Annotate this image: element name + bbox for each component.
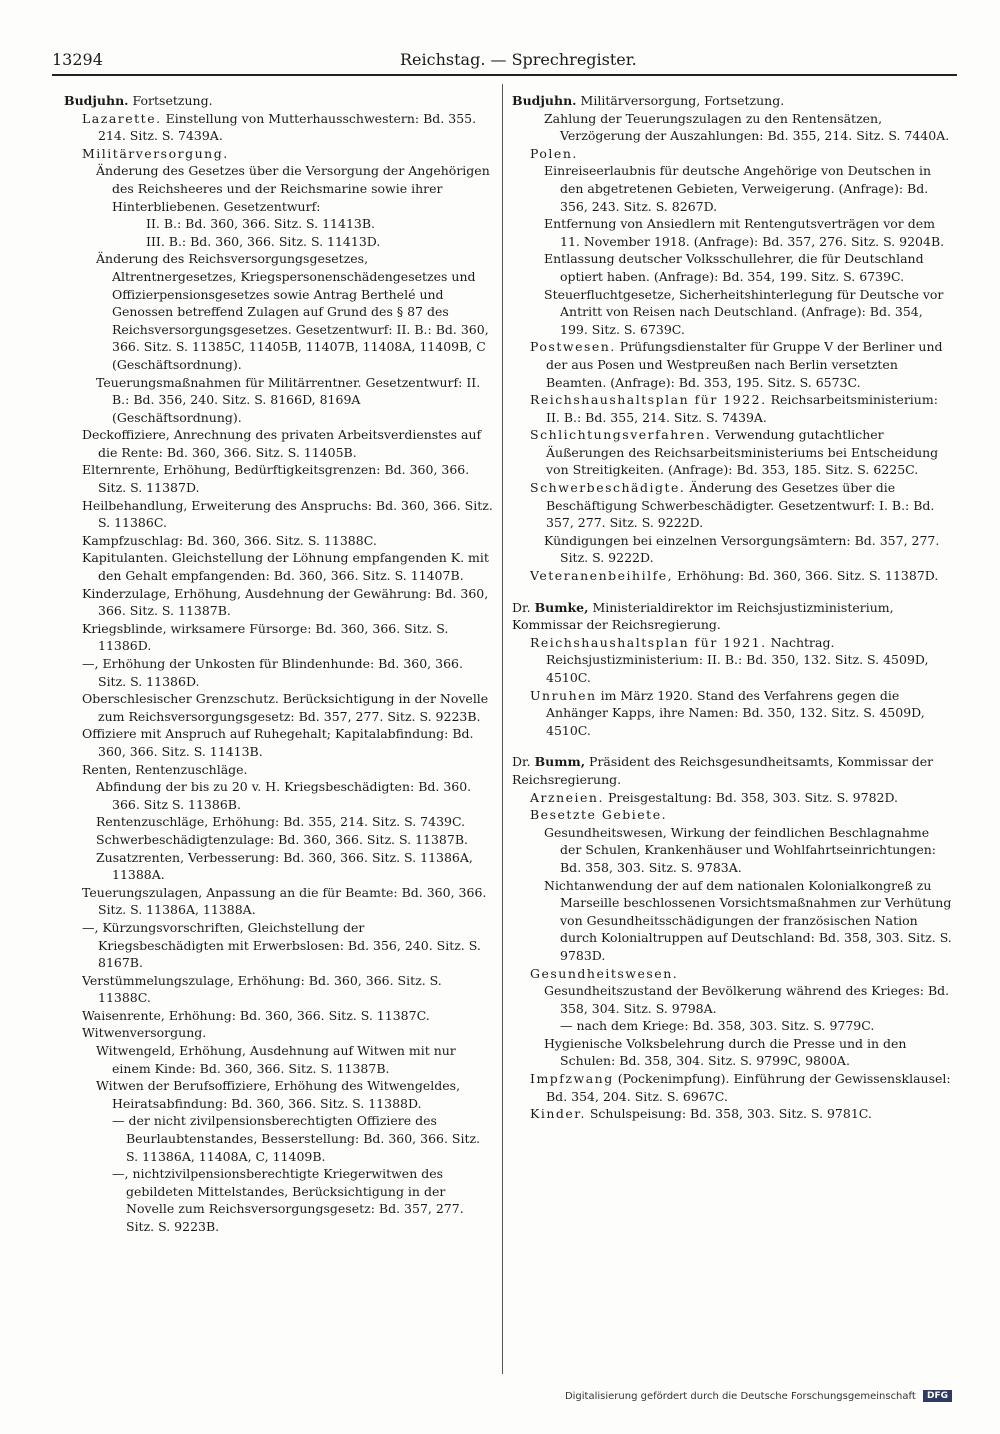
index-entry [64,725,494,760]
entry-text: Kinderzulage, Erhöhung, Ausdehnung der Gewährung: Bd. 360, 366. Sitz. S. 11387B. [82,585,489,619]
entry-text: Kampfzuschlag: Bd. 360, 366. Sitz. S. 11388C. [82,532,377,548]
index-entry [64,1165,494,1235]
index-entry [64,620,494,655]
index-column-left [64,92,494,1236]
index-heading: Gesundheitswesen. [530,965,679,981]
index-entry [64,1077,494,1112]
speaker-entry [64,92,494,110]
index-entry [512,965,952,983]
entry-text: Verstümmelungszulage, Erhöhung: Bd. 360, 366. Sitz. S. 11388C. [82,972,442,1006]
entry-text: Änderung des Gesetzes über die Beschäftigung Schwerbeschädigter. Gesetzentwurf: I. B.: Bd. 357, 277. Sitz. S. 9222D. [546,480,935,531]
entry-text: Schwerbeschädigtenzulage: Bd. 360, 366. Sitz. S. 11387B. [96,831,468,847]
entry-text: Ministerialdirektor im Reichsjustizministerium, Kommissar der Reichsregierung. [512,599,894,633]
speaker-name: Budjuhn. [64,93,129,108]
index-entry [512,426,952,479]
entry-text: Prüfungsdienstalter für Gruppe V der Berliner und der aus Posen und Westpreußen nach Berlin versetzten Beamten. (Anfrage): Bd. 353, 195. Sitz. S. 6573C. [546,339,943,390]
index-entry [64,374,494,427]
entry-text: Rentenzuschläge, Erhöhung: Bd. 355, 214. Sitz. S. 7439C. [96,814,466,830]
entry-text: Oberschlesischer Grenzschutz. Berücksichtigung in der Novelle zum Reichsversorgungsgesetz: Bd. 357, 277. Sitz. S. 9223B. [82,691,489,724]
index-entry [512,145,952,163]
index-entry [64,831,494,849]
speaker-entry [512,92,952,110]
header-rule [52,74,957,76]
entry-text: Gesundheitszustand der Bevölkerung während des Krieges: Bd. 358, 304. Sitz. S. 9798A. [544,983,950,1016]
index-heading: Militärversorgung. [82,145,229,161]
entry-text: Preisgestaltung: Bd. 358, 303. Sitz. S. 9782D. [607,789,899,805]
index-heading: Impfzwang [530,1071,614,1087]
speaker-name: Budjuhn. [512,93,577,108]
running-title: Reichstag. — Sprechregister. [400,50,637,69]
index-entry [64,250,494,373]
index-entry [64,145,494,163]
index-entry [64,110,494,145]
index-entry [64,1042,494,1077]
entry-text: Nachtrag. Reichsjustizministerium: II. B.: Bd. 350, 132. Sitz. S. 4509D, 4510C. [546,634,929,685]
index-heading: Besetzte Gebiete. [530,807,668,823]
entry-text: Renten, Rentenzuschläge. [82,761,248,777]
entry-text: Präsident des Reichsgesundheitsamts, Kommissar der Reichsregierung. [512,754,934,787]
index-entry [512,634,952,687]
index-entry [64,919,494,972]
index-entry [512,982,952,1017]
entry-text: (Pockenimpfung). Einführung der Gewissensklausel: Bd. 354, 204. Sitz. S. 6967C. [546,1071,951,1104]
entry-text: Zahlung der Teuerungszulagen zu den Rentensätzen, Verzögerung der Auszahlungen: Bd. 355, 214. Sitz. S. 7440A. [544,110,950,144]
index-entry [512,877,952,965]
entry-text: Witwenversorgung. [82,1025,207,1041]
index-entry [512,687,952,740]
entry-text: Entlassung deutscher Volksschullehrer, die für Deutschland optiert haben. (Anfrage): Bd. 354, 199. Sitz. S. 6739C. [544,251,924,284]
entry-text: Abfindung der bis zu 20 v. H. Kriegsbeschädigten: Bd. 360. 366. Sitz S. 11386B. [96,779,472,812]
entry-text: Deckoffiziere, Anrechnung des privaten Arbeitsverdienstes auf die Rente: Bd. 360, 366. Sitz. S. 11405B. [82,427,482,460]
index-heading: Postwesen. [530,339,616,355]
entry-text: im März 1920. Stand des Verfahrens gegen die Anhänger Kapps, ihre Namen: Bd. 350, 132. Sitz. S. 4509D, 4510C. [546,687,925,738]
index-entry [512,1070,952,1105]
index-heading: Reichshaushaltsplan für 1922. [530,392,767,408]
index-entry [64,849,494,884]
index-entry [512,391,952,426]
index-heading: Polen. [530,145,578,161]
entry-text: —, Kürzungsvorschriften, Gleichstellung der Kriegsbeschädigten mit Erwerbslosen: Bd. 356, 240. Sitz. S. 8167B. [82,919,481,971]
index-entry [64,215,494,233]
entry-text: Militärversorgung, Fortsetzung. [580,93,785,108]
index-entry [512,824,952,877]
index-entry [512,1017,952,1035]
speaker-title: Dr. [512,599,531,615]
speaker-entry [512,753,952,788]
entry-text: Nichtanwendung der auf dem nationalen Kolonialkongreß zu Marseille beschlossenen Vorsichtsmaßnahmen zur Verhütung von Gesundheitsschädigungen der französischen Nation durch Kolonialtruppen auf Deutschland: Bd. 358, 303. Sitz. S. 9783D. [544,877,952,963]
index-entry [64,585,494,620]
entry-text: — nach dem Kriege: Bd. 358, 303. Sitz. S. 9779C. [560,1018,875,1034]
entry-text: Kriegsblinde, wirksamere Fürsorge: Bd. 360, 366. Sitz. S. 11386D. [82,620,449,654]
entry-text: Teuerungsmaßnahmen für Militärrentner. Gesetzentwurf: II. B.: Bd. 356, 240. Sitz. S. 8166D, 8169A (Geschäftsordnung). [96,374,481,425]
entry-text: —, Erhöhung der Unkosten für Blindenhunde: Bd. 360, 366. Sitz. S. 11386D. [82,656,463,689]
column-divider [502,84,503,1374]
entry-text: Fortsetzung. [132,93,213,108]
index-entry [64,497,494,532]
index-entry [512,215,952,250]
index-entry [512,110,952,145]
entry-text: Offiziere mit Anspruch auf Ruhegehalt; Kapitalabfindung: Bd. 360, 366. Sitz. S. 11413B. [82,726,474,759]
index-entry [64,972,494,1007]
index-entry [64,461,494,496]
entry-text: Zusatzrenten, Verbesserung: Bd. 360, 366. Sitz. S. 11386A, 11388A. [96,849,473,883]
index-entry [512,789,952,807]
index-entry [512,1105,952,1123]
index-entry [64,233,494,251]
index-entry [64,690,494,725]
index-heading: Schwerbeschädigte. [530,480,686,496]
entry-text: — der nicht zivilpensionsberechtigten Offiziere des Beurlaubtenstandes, Besserstellung: Bd. 360, 366. Sitz. S. 11386A, 11408A, C, 11409B. [112,1113,481,1164]
entry-text: Witwengeld, Erhöhung, Ausdehnung auf Witwen mit nur einem Kinde: Bd. 360, 366. Sitz. S. 11387B. [96,1043,456,1076]
index-entry [64,1112,494,1165]
index-heading: Arzneien. [530,789,604,805]
entry-text: Steuerfluchtgesetze, Sicherheitshinterlegung für Deutsche vor Antritt von Reisen nach Deutschland. (Anfrage): Bd. 354, 199. Sitz. S. 6739C. [544,286,944,337]
index-entry [64,549,494,584]
entry-text: Elternrente, Erhöhung, Bedürftigkeitsgrenzen: Bd. 360, 366. Sitz. S. 11387D. [82,462,470,496]
entry-text: Gesundheitswesen, Wirkung der feindlichen Beschlagnahme der Schulen, Krankenhäuser und Wohlfahrtseinrichtungen: Bd. 358, 303. Sitz. S. 9783A. [544,824,937,875]
index-entry [512,1035,952,1070]
index-entry [512,806,952,824]
index-entry [512,479,952,532]
speaker-entry [512,599,952,634]
index-entry [512,338,952,391]
entry-text: Kapitulanten. Gleichstellung der Löhnung empfangenden K. mit den Gehalt empfangenden: Bd. 360, 366. Sitz. S. 11407B. [82,550,489,584]
speaker-name: Bumke, [534,599,589,615]
index-entry [64,532,494,550]
entry-text: Erhöhung: Bd. 360, 366. Sitz. S. 11387D. [677,568,939,584]
index-heading: Reichshaushaltsplan für 1921. [530,634,767,650]
index-heading: Schlichtungsverfahren. [530,427,712,443]
entry-text: Hygienische Volksbelehrung durch die Presse und in den Schulen: Bd. 358, 304. Sitz. S. 9799C, 9800A. [544,1035,907,1069]
speaker-title: Dr. [512,754,531,770]
entry-text: Teuerungszulagen, Anpassung an die für Beamte: Bd. 360, 366. Sitz. S. 11386A, 11388A. [82,884,487,918]
index-entry [512,532,952,567]
entry-text: Schulspeisung: Bd. 358, 303. Sitz. S. 9781C. [589,1106,872,1122]
index-entry [64,884,494,919]
entry-text: Verwendung gutachtlicher Äußerungen des Reichsarbeitsministeriums bei Entscheidung von Streitigkeiten. (Anfrage): Bd. 353, 185. Sitz. S. 6225C. [546,427,939,478]
entry-text: II. B.: Bd. 360, 366. Sitz. S. 11413B. [146,216,376,232]
index-column-right [512,92,952,1123]
entry-text: Reichsarbeitsministerium: II. B.: Bd. 355, 214. Sitz. S. 7439A. [546,392,938,425]
index-heading: Lazarette. [82,110,162,126]
index-entry [512,162,952,215]
index-entry [512,567,952,585]
page-number: 13294 [52,50,103,69]
index-entry [64,761,494,779]
entry-text: Waisenrente, Erhöhung: Bd. 360, 366. Sitz. S. 11387C. [82,1007,430,1023]
index-entry [64,778,494,813]
entry-text: Änderung des Gesetzes über die Versorgung der Angehörigen des Reichsheeres und der Reichsmarine sowie ihrer Hinterbliebenen. Gesetzentwurf: [96,163,490,214]
speaker-name: Bumm, [534,754,586,770]
entry-text: Witwen der Berufsoffiziere, Erhöhung des Witwengeldes, Heiratsabfindung: Bd. 360, 366. Sitz. S. 11388D. [96,1078,461,1111]
index-entry [512,250,952,285]
dfg-logo: DFG [923,1390,952,1402]
index-entry [64,813,494,831]
entry-text: III. B.: Bd. 360, 366. Sitz. S. 11413D. [146,233,381,249]
index-entry [64,1024,494,1042]
index-entry [64,426,494,461]
footer-credit [565,1390,952,1402]
index-heading: Veteranenbeihilfe, [530,568,674,584]
entry-text: Einstellung von Mutterhausschwestern: Bd. 355. 214. Sitz. S. 7439A. [98,110,477,144]
index-entry [64,162,494,215]
entry-text: Entfernung von Ansiedlern mit Rentengutsverträgen vor dem 11. November 1918. (Anfrage): Bd. 357, 276. Sitz. S. 9204B. [544,216,945,249]
footer-credit-text: Digitalisierung gefördert durch die Deutsche Forschungsgemeinschaft [564,1391,916,1402]
index-entry [64,655,494,690]
entry-text: Kündigungen bei einzelnen Versorgungsämtern: Bd. 357, 277. Sitz. S. 9222D. [544,532,940,566]
index-entry [512,286,952,339]
entry-text: Heilbehandlung, Erweiterung des Anspruchs: Bd. 360, 366. Sitz. S. 11386C. [82,497,493,531]
entry-text: Änderung des Reichsversorgungsgesetzes, Altrentnergesetzes, Kriegspersonenschädengesetzes und Offizierpensionsgesetzes sowie Antrag Berthelé und Genossen betreffend Zulagen auf Grund des § 87 des Reichsversorgungsgesetzes. Gesetzentwurf: II. B.: Bd. 360, 366. Sitz. S. 11385C, 11405B, 11407B, 11408A, 11409B, C (Geschäftsordnung). [96,251,489,372]
index-heading: Unruhen [530,687,597,703]
entry-text: —, nichtzivilpensionsberechtigte Kriegerwitwen des gebildeten Mittelstandes, Berücksichtigung in der Novelle zum Reichsversorgungsgesetz: Bd. 357, 277. Sitz. S. 9223B. [112,1166,464,1234]
entry-text: Einreiseerlaubnis für deutsche Angehörige von Deutschen in den abgetretenen Gebieten, Verweigerung. (Anfrage): Bd. 356, 243. Sitz. S. 8267D. [544,163,932,214]
index-heading: Kinder. [530,1106,586,1122]
index-entry [64,1007,494,1025]
